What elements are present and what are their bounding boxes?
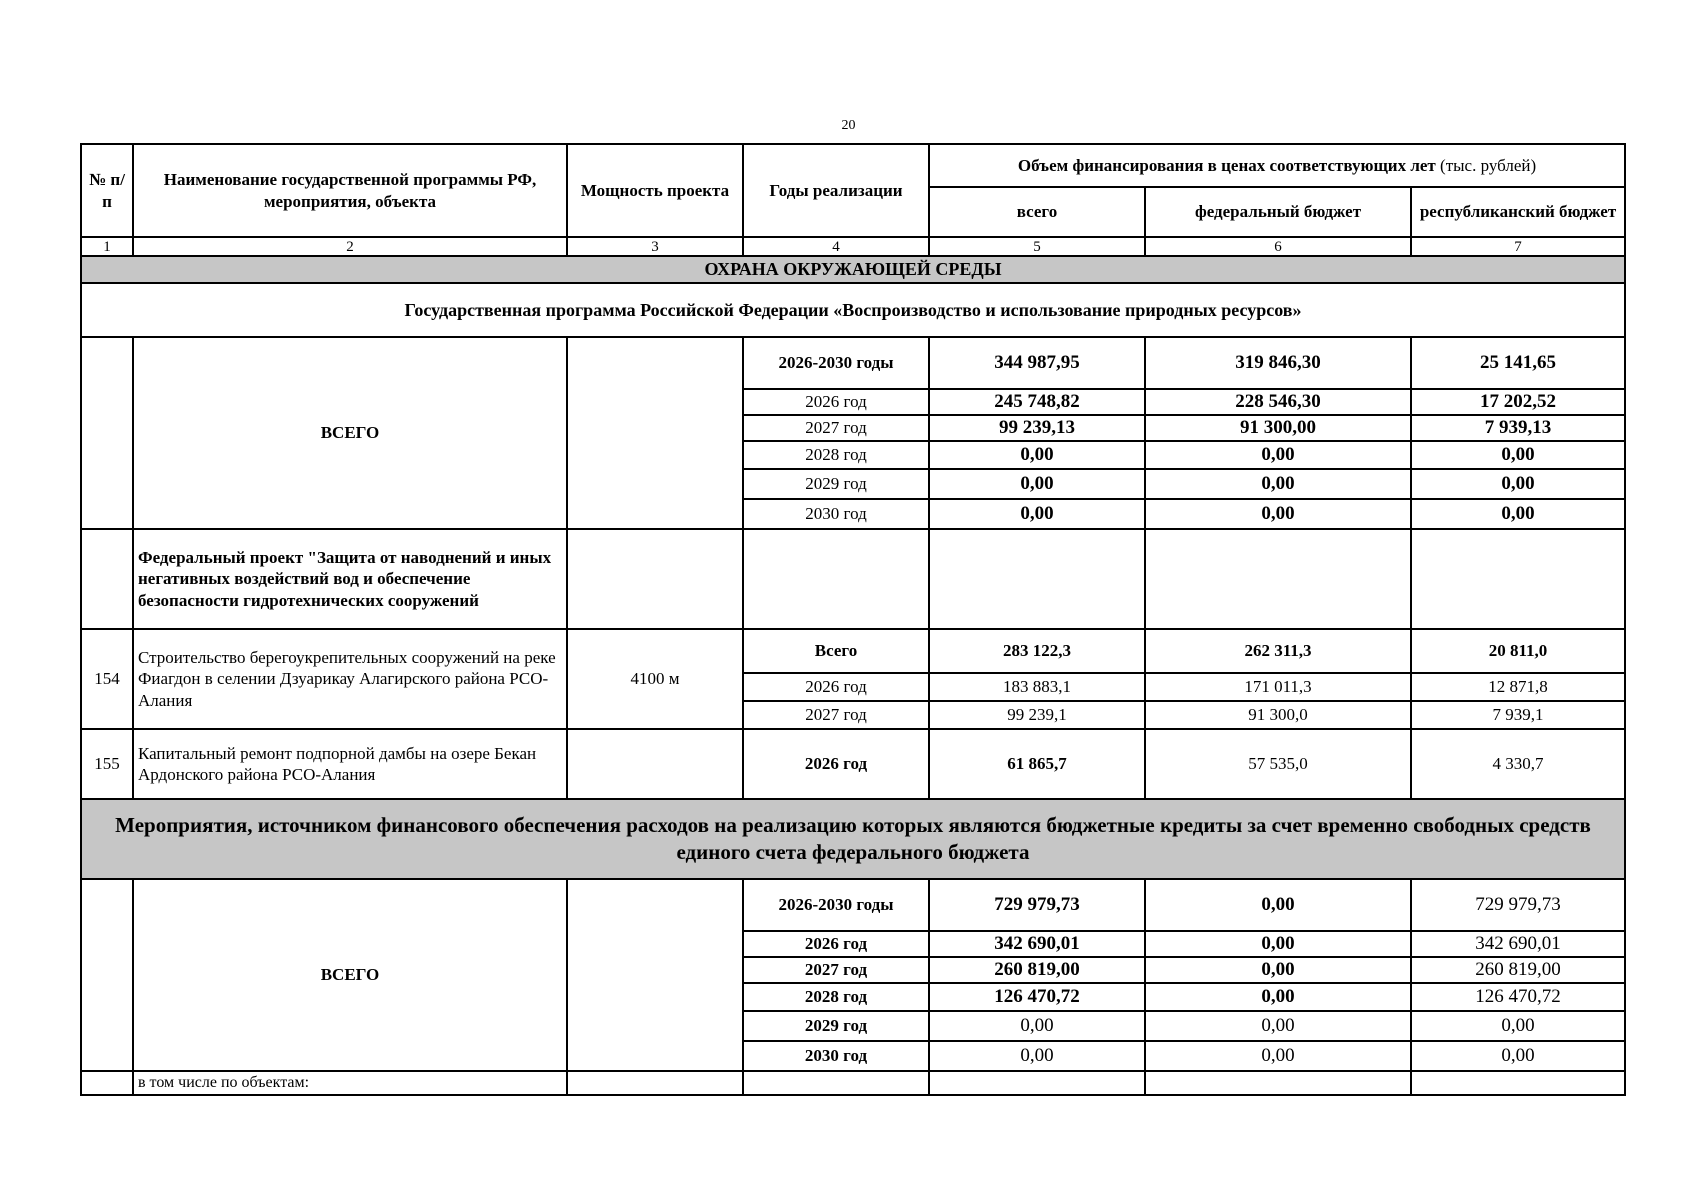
total-cell: 0,00 [929,441,1145,469]
republic-cell: 0,00 [1411,469,1625,499]
object-name: Капитальный ремонт подпорной дамбы на озере Бекан Ардонского района РСО-Алания [133,729,567,799]
republic-cell: 0,00 [1411,499,1625,529]
republic-cell: 12 871,8 [1411,673,1625,701]
total-cell: 99 239,13 [929,415,1145,441]
total-cell: 0,00 [929,499,1145,529]
header-name: Наименование государственной программы РФ, мероприятия, объекта [133,144,567,237]
section2-title: Мероприятия, источником финансового обеспечения расходов на реализацию которых являются бюджетные кредиты за счет временно свободных средств единого счета федерального бюджета [81,799,1625,879]
capacity-cell [567,529,743,629]
republic-cell: 4 330,7 [1411,729,1625,799]
num-cell [81,337,133,529]
section1-title: ОХРАНА ОКРУЖАЮЩЕЙ СРЕДЫ [81,256,1625,283]
funding-table [80,143,1626,1096]
year-cell: 2028 год [743,983,929,1011]
header-capacity: Мощность проекта [567,144,743,237]
year-cell: 2027 год [743,701,929,729]
total-cell: 344 987,95 [929,337,1145,389]
object-name: Строительство берегоукрепительных сооружений на реке Фиагдон в селении Дзуарикау Алагирского района РСО-Алания [133,629,567,729]
republic-cell: 0,00 [1411,441,1625,469]
republic-cell: 17 202,52 [1411,389,1625,415]
table-row [81,629,1625,673]
header-num: № п/п [81,144,133,237]
year-cell [743,1071,929,1095]
federal-cell [1145,1071,1411,1095]
including-row [81,1071,1625,1095]
federal-project-row [81,529,1625,629]
republic-cell: 260 819,00 [1411,957,1625,983]
federal-cell: 0,00 [1145,983,1411,1011]
year-cell: Всего [743,629,929,673]
republic-cell [1411,1071,1625,1095]
total-cell [929,529,1145,629]
total-label: ВСЕГО [133,879,567,1071]
federal-cell: 91 300,00 [1145,415,1411,441]
object-capacity: 4100 м [567,629,743,729]
federal-project-title: Федеральный проект "Защита от наводнений и иных негативных воздействий вод и обеспечение безопасности гидротехнических сооружений [133,529,567,629]
federal-cell: 0,00 [1145,441,1411,469]
republic-cell: 25 141,65 [1411,337,1625,389]
year-cell: 2030 год [743,499,929,529]
republic-cell: 126 470,72 [1411,983,1625,1011]
total-cell: 245 748,82 [929,389,1145,415]
year-cell: 2026 год [743,729,929,799]
year-cell [743,529,929,629]
index-row [81,237,1625,256]
program-title: Государственная программа Российской Федерации «Воспроизводство и использование природных ресурсов» [81,283,1625,337]
including-label: в том числе по объектам: [133,1071,567,1095]
index-cell: 3 [567,237,743,256]
section2-row [81,799,1625,879]
year-cell: 2027 год [743,415,929,441]
capacity-cell [567,729,743,799]
republic-cell: 0,00 [1411,1041,1625,1071]
year-cell: 2026 год [743,673,929,701]
header-republic: республиканский бюджет [1411,187,1625,237]
index-cell: 2 [133,237,567,256]
index-cell: 7 [1411,237,1625,256]
republic-cell: 0,00 [1411,1011,1625,1041]
num-cell [81,1071,133,1095]
total-cell: 260 819,00 [929,957,1145,983]
republic-cell: 20 811,0 [1411,629,1625,673]
year-cell: 2027 год [743,957,929,983]
total-cell: 729 979,73 [929,879,1145,931]
num-cell [81,529,133,629]
federal-cell [1145,529,1411,629]
total-cell: 0,00 [929,1041,1145,1071]
federal-cell: 319 846,30 [1145,337,1411,389]
header-federal: федеральный бюджет [1145,187,1411,237]
total-cell: 0,00 [929,1011,1145,1041]
index-cell: 5 [929,237,1145,256]
table-row [81,337,1625,389]
year-cell: 2026-2030 годы [743,879,929,931]
header-row-1 [81,144,1625,187]
capacity-cell [567,1071,743,1095]
index-cell: 6 [1145,237,1411,256]
index-cell: 4 [743,237,929,256]
capacity-cell [567,337,743,529]
federal-cell: 0,00 [1145,957,1411,983]
federal-cell: 0,00 [1145,469,1411,499]
table-row [81,879,1625,931]
object-num: 154 [81,629,133,729]
total-cell: 61 865,7 [929,729,1145,799]
capacity-cell [567,879,743,1071]
total-cell: 342 690,01 [929,931,1145,957]
total-cell: 0,00 [929,469,1145,499]
year-cell: 2026-2030 годы [743,337,929,389]
federal-cell: 262 311,3 [1145,629,1411,673]
year-cell: 2026 год [743,389,929,415]
program-row [81,283,1625,337]
total-cell [929,1071,1145,1095]
year-cell: 2030 год [743,1041,929,1071]
federal-cell: 0,00 [1145,1011,1411,1041]
federal-cell: 57 535,0 [1145,729,1411,799]
federal-cell: 228 546,30 [1145,389,1411,415]
federal-cell: 0,00 [1145,499,1411,529]
total-cell: 99 239,1 [929,701,1145,729]
federal-cell: 0,00 [1145,1041,1411,1071]
federal-cell: 171 011,3 [1145,673,1411,701]
federal-cell: 91 300,0 [1145,701,1411,729]
republic-cell: 7 939,13 [1411,415,1625,441]
header-total: всего [929,187,1145,237]
federal-cell: 0,00 [1145,931,1411,957]
index-cell: 1 [81,237,133,256]
header-years: Годы реализации [743,144,929,237]
federal-cell: 0,00 [1145,879,1411,931]
header-funding-group: Объем финансирования в ценах соответствующих лет (тыс. рублей) [929,144,1625,187]
page-number: 20 [841,118,856,133]
year-cell: 2028 год [743,441,929,469]
funding-unit: (тыс. рублей) [1440,155,1537,175]
year-cell: 2026 год [743,931,929,957]
republic-cell [1411,529,1625,629]
total-cell: 283 122,3 [929,629,1145,673]
table-row [81,729,1625,799]
object-num: 155 [81,729,133,799]
total-cell: 126 470,72 [929,983,1145,1011]
republic-cell: 7 939,1 [1411,701,1625,729]
republic-cell: 342 690,01 [1411,931,1625,957]
republic-cell: 729 979,73 [1411,879,1625,931]
total-label: ВСЕГО [133,337,567,529]
year-cell: 2029 год [743,1011,929,1041]
num-cell [81,879,133,1071]
year-cell: 2029 год [743,469,929,499]
total-cell: 183 883,1 [929,673,1145,701]
section1-row [81,256,1625,283]
